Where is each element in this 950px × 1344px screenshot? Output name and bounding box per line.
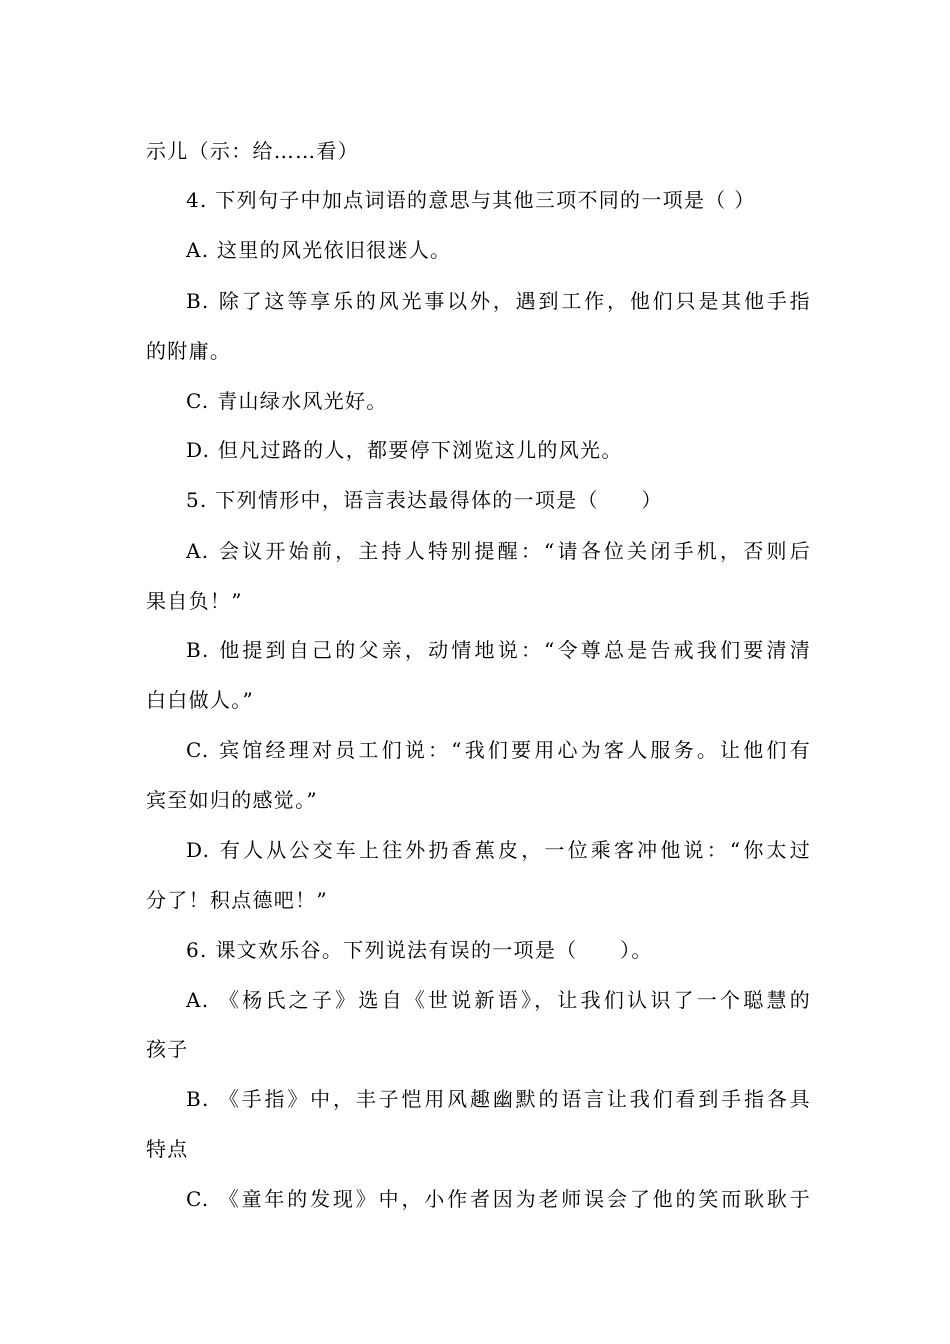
question-6-option-b: B. 《手指》中，丰子恺用风趣幽默的语言让我们看到手指各具 (186, 1087, 811, 1111)
question-6-stem: 6. 课文欢乐谷。下列说法有误的一项是（ ）。 (186, 938, 653, 962)
question-4-option-b-continued: 的附庸。 (146, 339, 232, 363)
question-5-option-b: B. 他提到自己的父亲，动情地说：“令尊总是告戒我们要清清 (186, 638, 811, 662)
question-5-option-d-continued: 分了！积点德吧！” (146, 888, 328, 912)
question-6-option-a-continued: 孩子 (146, 1037, 189, 1061)
question-5-stem: 5. 下列情形中，语言表达最得体的一项是（ ） (186, 488, 663, 512)
question-4-stem: 4. 下列句子中加点词语的意思与其他三项不同的一项是（ ） (186, 188, 756, 212)
question-6-option-b-continued: 特点 (146, 1137, 189, 1161)
question-4-option-d: D. 但凡过路的人，都要停下浏览这儿的风光。 (186, 438, 623, 462)
question-5-option-c-continued: 宾至如归的感觉。” (146, 788, 318, 812)
question-6-option-c: C. 《童年的发现》中，小作者因为老师误会了他的笑而耿耿于 (186, 1187, 811, 1211)
question-5-option-a-continued: 果自负！” (146, 589, 243, 613)
question-5-option-d: D. 有人从公交车上往外扔香蕉皮，一位乘客冲他说：“你太过 (186, 838, 811, 862)
question-5-option-c: C. 宾馆经理对员工们说：“我们要用心为客人服务。让他们有 (186, 738, 811, 762)
text-line-ref-shi-er: 示儿（示：给……看） (146, 139, 359, 163)
question-4-option-b: B. 除了这等享乐的风光事以外，遇到工作，他们只是其他手指 (186, 289, 811, 313)
question-6-option-a: A. 《杨氏之子》选自《世说新语》，让我们认识了一个聪慧的 (186, 988, 811, 1012)
question-4-option-c: C. 青山绿水风光好。 (186, 389, 388, 413)
question-5-option-b-continued: 白白做人。” (146, 688, 255, 712)
question-5-option-a: A. 会议开始前，主持人特别提醒：“请各位关闭手机，否则后 (186, 539, 811, 563)
question-4-option-a: A. 这里的风光依旧很迷人。 (186, 238, 452, 262)
